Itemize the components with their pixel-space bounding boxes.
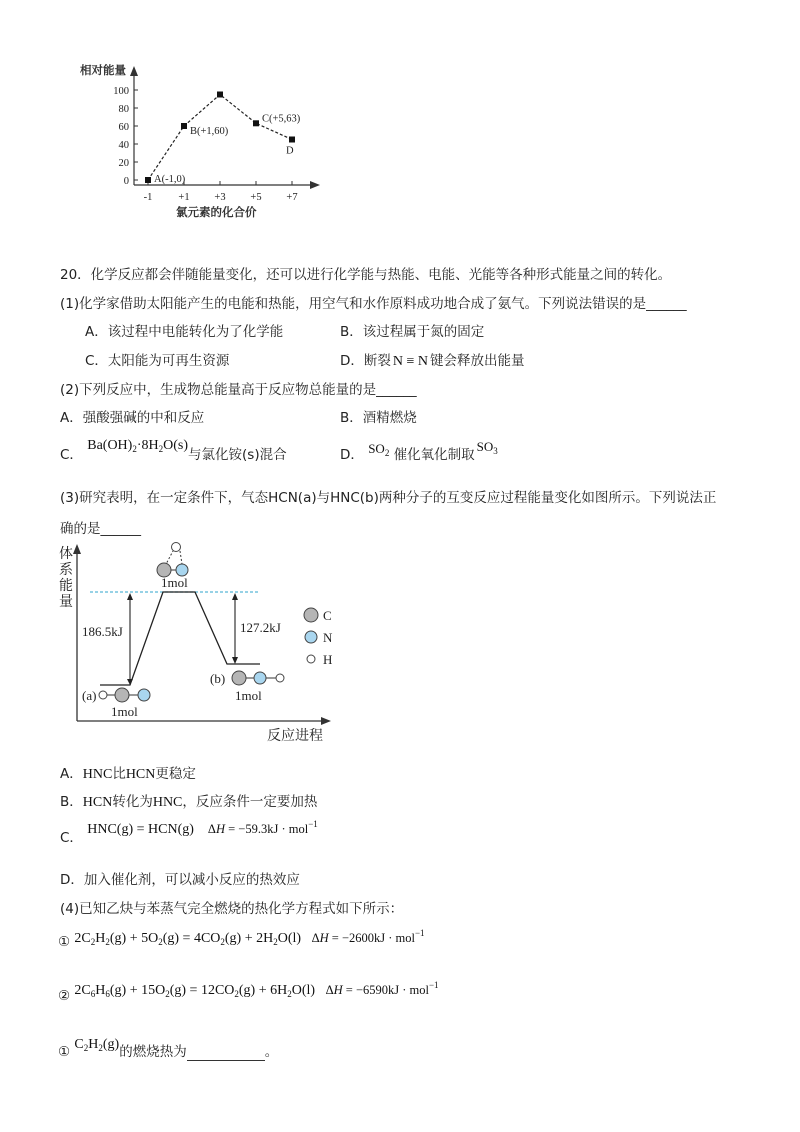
- barrier-a-arrowhead-bottom: [127, 679, 133, 685]
- chart-xtick-label: +1: [178, 192, 190, 203]
- option-d-label: D．: [340, 447, 364, 463]
- eq2-number: ②: [58, 988, 71, 1004]
- reaction-energy-path: [100, 592, 260, 685]
- chart-xtick-label: +3: [214, 192, 226, 203]
- p3-b-hnc: HNC: [152, 795, 183, 810]
- so2-formula: $SO_2$: [368, 441, 390, 458]
- triple-bond-formula: N ≡ N: [392, 354, 429, 369]
- chart-xtick-label: -1: [143, 192, 153, 203]
- chart-ytick-label: 60: [118, 122, 129, 133]
- chart-point: [145, 177, 151, 183]
- q20-part2-option-d: [340, 439, 498, 464]
- q20-part3-option-a: [60, 762, 196, 783]
- option-c-label: C．: [60, 447, 83, 463]
- option-d-mid: 催化氧化制取: [393, 447, 475, 463]
- chart-point-label: D: [286, 145, 294, 157]
- q20-part3-option-c: [60, 819, 318, 847]
- diagram-ylabel-1: 体: [59, 546, 73, 562]
- barrier-a-label: 186.5kJ: [82, 624, 123, 639]
- p3-c-label: C．: [60, 830, 83, 846]
- b-carbon-atom: [232, 671, 246, 685]
- chart-point: [253, 120, 259, 126]
- q20-part1-option-a: A．该过程中电能转化为了化学能: [85, 324, 284, 340]
- q20-part3-stem-line1: (3)研究表明，在一定条件下，气态HCN(a)与HNC(b)两种分子的互变反应过程能量变化如图所示。下列说法正: [60, 490, 717, 506]
- b-hydrogen-atom: [276, 674, 284, 682]
- diagram-ylabel-3: 能: [59, 578, 73, 594]
- chart-xtick-label: +5: [250, 192, 262, 203]
- diagram-ylabel-2: 系: [59, 562, 73, 578]
- p3-a-text: 比: [112, 766, 126, 782]
- barrier-b-arrowhead-top: [232, 593, 238, 600]
- chart-point-label: B(+1,60): [190, 126, 229, 137]
- p3-a-hnc: HNC: [82, 767, 113, 782]
- q20-stem: 20．化学反应都会伴随能量变化，还可以进行化学能与热能、电能、光能等各种形式能量之间的转化。: [60, 267, 672, 283]
- b-nitrogen-atom: [254, 672, 266, 684]
- p3-a-hcn: HCN: [125, 767, 156, 782]
- q20-part3-option-d: D．加入催化剂，可以减小反应的热效应: [60, 872, 300, 888]
- q20-part4-question: [58, 1037, 279, 1061]
- chart-point: [217, 92, 223, 98]
- diagram-ylabel-4: 量: [59, 594, 73, 610]
- q20-part2-option-c: [60, 438, 287, 464]
- q20-part2-option-a: A．强酸强碱的中和反应: [60, 410, 205, 426]
- q20-part4-equation-1: [58, 928, 425, 951]
- chart-point-label: A(-1,0): [154, 174, 186, 185]
- q20-part2-option-b: B．酒精燃烧: [340, 410, 417, 426]
- q-text: 的燃烧热为: [119, 1044, 187, 1060]
- chart-ytick-label: 80: [118, 104, 129, 115]
- chart-ytick-label: 100: [113, 86, 129, 97]
- chlorine-energy-chart: [80, 60, 340, 220]
- chart-point-label: C(+5,63): [262, 113, 301, 125]
- q20-part4-stem: (4)已知乙炔与苯蒸气完全燃烧的热化学方程式如下所示：: [60, 901, 404, 917]
- p3-b-text: 转化为: [112, 794, 153, 810]
- acetylene-formula: $C_2H_2(g)$: [74, 1037, 120, 1053]
- legend-carbon-icon: [304, 608, 318, 622]
- chart-point: [289, 137, 295, 143]
- barrier-b-label: 127.2kJ: [240, 620, 281, 635]
- chart-xtick-label: +7: [286, 192, 298, 203]
- q20-part1-option-d: [340, 349, 525, 370]
- a-hydrogen-atom: [99, 691, 107, 699]
- q20-part1-option-b: B．该过程属于氮的固定: [340, 324, 485, 340]
- q-end: 。: [264, 1044, 279, 1060]
- barrier-b-arrowhead-bottom: [232, 657, 238, 664]
- chart-point: [181, 123, 187, 129]
- q20-part3-stem-line2: 确的是______: [60, 521, 141, 537]
- q20-part4-equation-2: [58, 980, 439, 1005]
- chart-ytick-label: 20: [118, 158, 129, 169]
- chart-xlabel: 氯元素的化合价: [176, 205, 257, 219]
- chart-ytick-label: 40: [118, 140, 129, 151]
- chart-x-arrow: [310, 181, 320, 189]
- ts-hydrogen-atom: [172, 543, 181, 552]
- answer-blank[interactable]: [187, 1044, 265, 1061]
- legend-nitrogen-icon: [305, 631, 317, 643]
- chart-series-line: [148, 95, 292, 181]
- q20-part1-option-c: C．太阳能为可再生资源: [85, 353, 230, 369]
- a-mol-label: 1mol: [111, 704, 138, 719]
- p3-b-tail: ，反应条件一定要加热: [182, 794, 318, 810]
- chart-y-arrow: [130, 66, 138, 76]
- ts-mol-label: 1mol: [161, 575, 188, 590]
- q20-part2-stem: (2)下列反应中，生成物总能量高于反应物总能量的是______: [60, 382, 417, 398]
- label-b: (b): [210, 671, 226, 686]
- q20-part3-option-b: [60, 790, 317, 811]
- diagram-xlabel: 反应进程: [267, 728, 323, 744]
- so3-formula: $SO_3$: [476, 439, 498, 456]
- p3-b-hcn: HCN: [82, 795, 113, 810]
- a-nitrogen-atom: [138, 689, 150, 701]
- hcn-hnc-energy-diagram: [55, 540, 345, 745]
- option-c-suffix: 与氯化铵(s)混合: [188, 447, 287, 463]
- legend-carbon-label: C: [323, 608, 332, 623]
- p3-b-label: B．: [60, 794, 83, 810]
- eq1-number: ①: [58, 934, 71, 950]
- eq2-formula: $2C_6H_6(g) + 15O_2(g) = 12CO_2(g) + 6H_2O(l) \Delta H = -6590kJ \cdot mol^{-1}$: [74, 980, 439, 999]
- barrier-a-arrowhead-top: [127, 593, 133, 600]
- legend-hydrogen-icon: [307, 655, 315, 663]
- q20-part1-stem: (1)化学家借助太阳能产生的电能和热能，用空气和水作原料成功地合成了氨气。下列说法错误的是______: [60, 296, 687, 312]
- eq1-formula: $2C_2H_2(g) + 5O_2(g) = 4CO_2(g) + 2H_2O(l) \Delta H = -2600kJ \cdot mol^{-1}$: [74, 928, 425, 947]
- p3-a-label: A．: [60, 766, 83, 782]
- label-a: (a): [82, 688, 97, 703]
- chart-ylabel: 相对能量: [80, 63, 126, 77]
- legend-hydrogen-label: H: [323, 652, 333, 667]
- chart-ytick-label: 0: [123, 176, 129, 187]
- option-d-prefix: D．断裂: [340, 353, 391, 369]
- q-number: ①: [58, 1044, 71, 1060]
- diagram-x-arrow: [321, 717, 331, 725]
- b-mol-label: 1mol: [235, 688, 262, 703]
- option-d-suffix: 键会释放出能量: [430, 353, 525, 369]
- diagram-y-arrow: [73, 544, 81, 554]
- p3-c-equation: HNC(g) = HCN(g) ΔH = −59.3kJ · mol$^{-1}$: [87, 819, 318, 837]
- barium-hydroxide-formula: $Ba(OH)_2\cdot 8H_2O(s)$: [87, 438, 189, 454]
- a-carbon-atom: [115, 688, 129, 702]
- p3-a-tail: 更稳定: [155, 766, 196, 782]
- legend-nitrogen-label: N: [323, 630, 333, 645]
